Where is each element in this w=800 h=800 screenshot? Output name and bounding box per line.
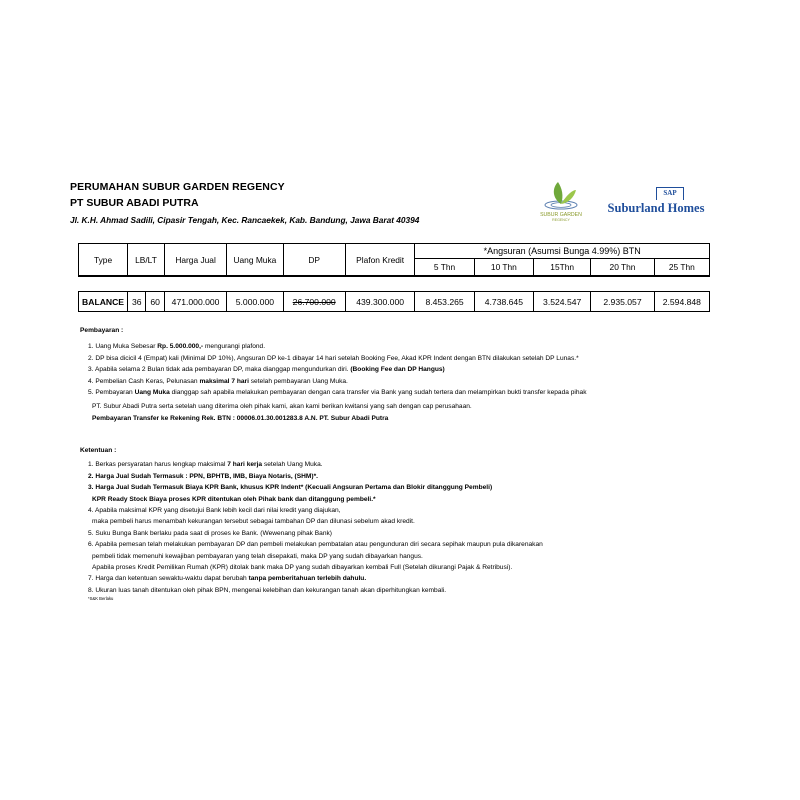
cell-angsuran: 4.738.645 <box>474 292 533 312</box>
bank-account-note: Pembayaran Transfer ke Rekening Rek. BTN : 00006.01.30.001283.8 A.N. PT. Subur Abadi Putra <box>92 414 389 422</box>
col-lblt: LB/LT <box>128 244 165 277</box>
col-tenor: 25 Thn <box>654 259 709 277</box>
company-name: PT SUBUR ABADI PUTRA <box>70 197 199 209</box>
subur-garden-logo-sub: REGENCY <box>552 218 570 222</box>
pembayaran-heading: Pembayaran : <box>80 327 124 334</box>
ketentuan-item-3: 3. Harga Jual Sudah Termasuk Biaya KPR Bank, khusus KPR Indent* (Kecuali Angsuran Pertama dan Blokir ditanggung Pembeli) <box>88 484 493 492</box>
cell-harga: 471.000.000 <box>164 292 226 312</box>
col-harga: Harga Jual <box>164 244 226 277</box>
project-title: PERUMAHAN SUBUR GARDEN REGENCY <box>70 181 285 193</box>
ketentuan-item-4: 4. Apabila maksimal KPR yang disetujui Bank lebih kecil dari nilai kredit yang diajukan, <box>88 507 341 515</box>
cell-angsuran: 2.935.057 <box>591 292 654 312</box>
suburland-homes-logo <box>603 185 709 227</box>
ketentuan-item-1: 1. Berkas persyaratan harus lengkap maksimal 7 hari kerja setelah Uang Muka. <box>88 461 323 469</box>
pembayaran-item-5-cont: PT. Subur Abadi Putra serta setelah uang diterima oleh pihak kami, akan kami berikan kwitansi yang sah dengan cap perusahaan. <box>92 403 472 411</box>
pembayaran-item-4: 4. Pembelian Cash Keras, Pelunasan maksimal 7 hari setelah pembayaran Uang Muka. <box>88 377 348 385</box>
ketentuan-item-8: 8. Ukuran luas tanah ditentukan oleh pihak BPN, mengenai kelebihan dan kekurangan tanah akan diperhitungkan kembali. <box>88 586 447 594</box>
ketentuan-item-6-cont2: Apabila proses Kredit Pemilikan Rumah (KPR) ditolak bank maka DP yang sudah dibayarkan kembali Full (Setelah dikurangi Pajak & Retribusi). <box>92 564 513 572</box>
ketentuan-item-7: 7. Harga dan ketentuan sewaktu-waktu dapat berubah tanpa pemberitahuan terlebih dahulu. <box>88 575 367 583</box>
col-tenor: 20 Thn <box>591 259 654 277</box>
pembayaran-item-5: 5. Pembayaran Uang Muka dianggap sah apabila melakukan pembayaran dengan cara transfer via Bank yang sudah tertera dan melampirkan bukti transfer kepada pihak <box>88 389 587 397</box>
cell-angsuran: 3.524.547 <box>534 292 591 312</box>
price-table-header <box>78 243 710 277</box>
col-uang-muka: Uang Muka <box>227 244 283 277</box>
col-plafon: Plafon Kredit <box>345 244 415 277</box>
sap-mark: SAP <box>656 187 684 200</box>
col-tenor: 5 Thn <box>415 259 474 277</box>
col-type: Type <box>79 244 128 277</box>
pembayaran-item-1: 1. Uang Muka Sebesar Rp. 5.000.000,- mengurangi plafond. <box>88 343 266 351</box>
ketentuan-item-6: 6. Apabila pemesan telah melakukan pembayaran DP dan pembeli melakukan pembatalan atau pengunduran diri secara sepihak maupun pula dikarenakan <box>88 541 543 549</box>
pembayaran-item-3: 3. Apabila selama 2 Bulan tidak ada pembayaran DP, maka dianggap mengundurkan diri. (Booking Fee dan DP Hangus) <box>88 366 445 374</box>
terms-footnote: *S&K Berlaku <box>88 596 114 602</box>
ketentuan-heading: Ketentuan : <box>80 447 117 454</box>
pembayaran-item-2: 2. DP bisa dicicil 4 (Empat) kali (Minimal DP 10%), Angsuran DP ke-1 dibayar 14 hari setelah Booking Fee, Akad KPR Indent dengan BTN dilakukan setelah DP Lunas.* <box>88 354 579 362</box>
price-table-row <box>78 291 710 312</box>
cell-lb: 36 <box>128 292 146 312</box>
cell-lt: 60 <box>146 292 164 312</box>
ketentuan-section <box>80 445 543 602</box>
col-tenor: 15Thn <box>534 259 591 277</box>
ketentuan-item-6-cont: pembeli tidak memenuhi kewajiban pembayaran yang telah disepakati, maka DP yang sudah dibayarkan hangus. <box>92 552 423 560</box>
ketentuan-item-3-cont: KPR Ready Stock Biaya proses KPR ditentukan oleh Pihak bank dan ditanggung pembeli.* <box>92 495 376 503</box>
cell-plafon: 439.300.000 <box>345 292 415 312</box>
col-angsuran: *Angsuran (Asumsi Bunga 4.99%) BTN <box>415 244 710 259</box>
cell-type: BALANCE <box>79 292 128 312</box>
address: Jl. K.H. Ahmad Sadili, Cipasir Tengah, Kec. Rancaekek, Kab. Bandung, Jawa Barat 40394 <box>70 215 420 225</box>
cell-dp: 26.700.000 <box>283 292 345 312</box>
cell-angsuran: 8.453.265 <box>415 292 474 312</box>
ketentuan-item-5: 5. Suku Bunga Bank berlaku pada saat di proses ke Bank. (Wewenang pihak Bank) <box>88 529 332 537</box>
cell-angsuran: 2.594.848 <box>654 292 709 312</box>
ketentuan-item-4-cont: maka pembeli harus menambah kekurangan tersebut sebagai tambahan DP dan dilunasi sebelum akad kredit. <box>92 518 415 526</box>
leaf-icon <box>528 178 594 212</box>
col-dp: DP <box>283 244 345 277</box>
pembayaran-section <box>80 325 587 424</box>
subur-garden-logo <box>528 178 594 232</box>
ketentuan-item-2: 2. Harga Jual Sudah Termasuk : PPN, BPHTB, IMB, Biaya Notaris, (SHM)*. <box>88 472 318 480</box>
cell-uang-muka: 5.000.000 <box>227 292 283 312</box>
subur-garden-logo-name: SUBUR GARDEN <box>540 212 582 218</box>
col-tenor: 10 Thn <box>474 259 533 277</box>
suburland-homes-text: Suburland Homes <box>607 201 705 215</box>
